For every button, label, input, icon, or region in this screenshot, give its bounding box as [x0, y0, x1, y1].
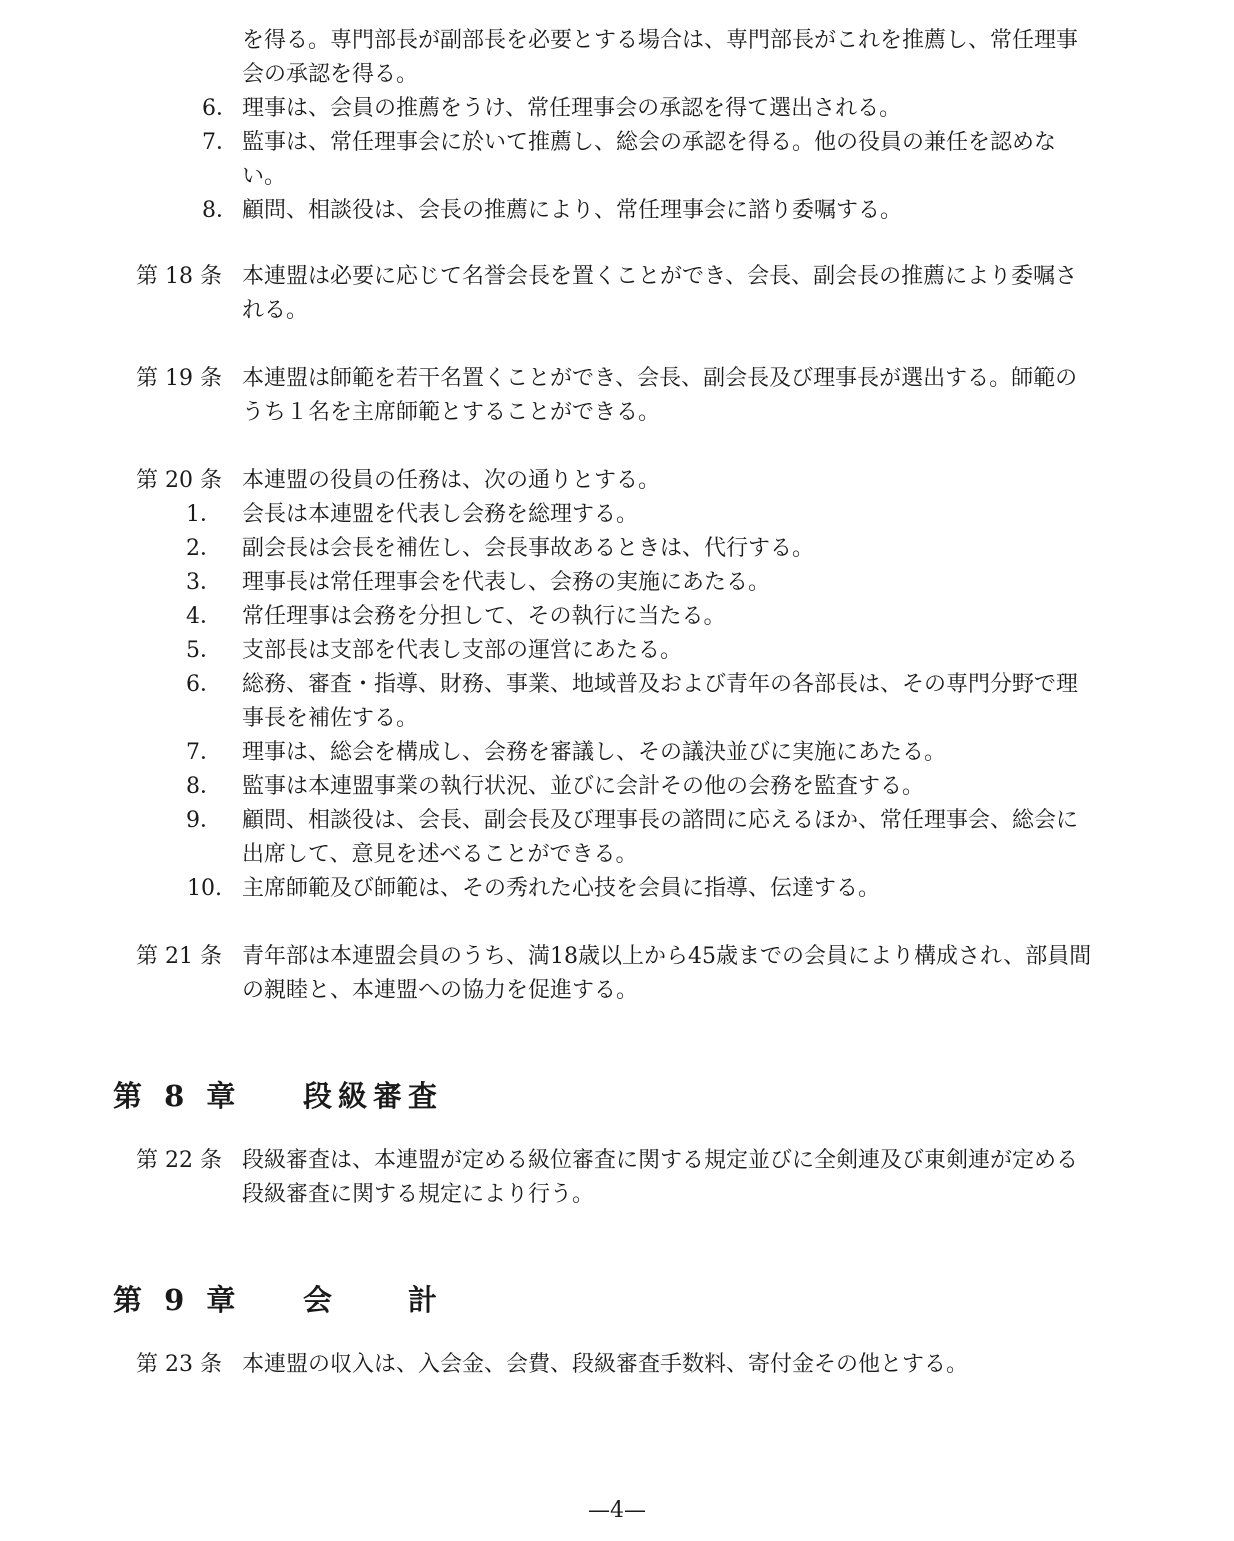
art20-item4-number: 4． [186, 604, 222, 629]
art17-item8-text: 顧問、相談役は、会長の推薦により、常任理事会に諮り委嘱する。 [242, 198, 903, 223]
art19-label: 第 19 条 [136, 366, 222, 391]
art20-item8-number: 8． [186, 774, 222, 799]
art20-item7-text: 理事は、総会を構成し、会務を審議し、その議決並びに実施にあたる。 [242, 740, 947, 765]
art20-item6-text: 総務、審査・指導、財務、事業、地域普及および青年の各部長は、その専門分野で理 [242, 672, 1079, 697]
art22-text: 段級審査は、本連盟が定める級位審査に関する規定並びに全剣連及び東剣連が定める [242, 1148, 1079, 1173]
art17-item6-text: 理事は、会員の推薦をうけ、常任理事会の承認を得て選出される。 [242, 96, 902, 121]
art18-text-cont: れる。 [242, 298, 309, 323]
art20-item3-number: 3． [186, 570, 222, 595]
art18-text: 本連盟は必要に応じて名誉会長を置くことができ、会長、副会長の推薦により委嘱さ [242, 264, 1078, 289]
art20-item4-text: 常任理事は会務を分担して、その執行に当たる。 [242, 604, 726, 629]
art21-text-cont: の親睦と、本連盟への協力を促進する。 [242, 978, 639, 1003]
art22-text-cont: 段級審査に関する規定により行う。 [242, 1182, 595, 1207]
art20-item10-text: 主席師範及び師範は、その秀れた心技を会員に指導、伝達する。 [242, 876, 881, 901]
art22-label: 第 22 条 [136, 1148, 222, 1173]
art17-item7-number: 7． [202, 130, 238, 155]
continuation-line-2: 会の承認を得る。 [242, 62, 419, 87]
chapter8-title: 段級審査 [303, 1079, 444, 1113]
art20-item7-number: 7． [186, 740, 222, 765]
art20-text: 本連盟の役員の任務は、次の通りとする。 [242, 468, 661, 493]
art20-item5-number: 5． [186, 638, 222, 663]
chapter9-title: 会 計 [303, 1283, 444, 1317]
art20-item5-text: 支部長は支部を代表し支部の運営にあたる。 [242, 638, 683, 663]
art18-label: 第 18 条 [136, 264, 222, 289]
art20-item2-number: 2． [186, 536, 222, 561]
art20-item10-number: 10. [187, 876, 222, 901]
art19-text: 本連盟は師範を若干名置くことができ、会長、副会長及び理事長が選出する。師範の [242, 366, 1078, 391]
art17-item7-text-cont: い。 [242, 164, 287, 189]
chapter9-number: 第 9 章 [113, 1283, 242, 1317]
art17-item6-number: 6． [202, 96, 238, 121]
art21-label: 第 21 条 [136, 944, 222, 969]
art21-text: 青年部は本連盟会員のうち、満18歳以上から45歳までの会員により構成され、部員間 [242, 944, 1092, 969]
art20-item9-number: 9． [186, 808, 222, 833]
art23-label: 第 23 条 [136, 1352, 222, 1377]
art17-item8-number: 8． [202, 198, 238, 223]
art20-label: 第 20 条 [136, 468, 222, 493]
art17-item7-text: 監事は、常任理事会に於いて推薦し、総会の承認を得る。他の役員の兼任を認めな [242, 130, 1057, 155]
art19-text-cont: うち１名を主席師範とすることができる。 [242, 400, 661, 425]
art20-item6-text-cont: 事長を補佐する。 [242, 706, 419, 731]
art20-item8-text: 監事は本連盟事業の執行状況、並びに会計その他の会務を監査する。 [242, 774, 925, 799]
art20-item6-number: 6． [186, 672, 222, 697]
art20-item9-text-cont: 出席して、意見を述べることができる。 [242, 842, 638, 867]
page-number: —4— [588, 1498, 646, 1523]
art20-item3-text: 理事長は常任理事会を代表し、会務の実施にあたる。 [242, 570, 771, 595]
art20-item9-text: 顧問、相談役は、会長、副会長及び理事長の諮問に応えるほか、常任理事会、総会に [242, 808, 1079, 833]
art20-item1-number: 1． [186, 502, 222, 527]
chapter8-number: 第 8 章 [113, 1079, 242, 1113]
art20-item2-text: 副会長は会長を補佐し、会長事故あるときは、代行する。 [242, 536, 815, 561]
art23-text: 本連盟の収入は、入会金、会費、段級審査手数料、寄付金その他とする。 [242, 1352, 969, 1377]
art20-item1-text: 会長は本連盟を代表し会務を総理する。 [242, 502, 639, 527]
continuation-line-1: を得る。専門部長が副部長を必要とする場合は、専門部長がこれを推薦し、常任理事 [242, 28, 1079, 53]
